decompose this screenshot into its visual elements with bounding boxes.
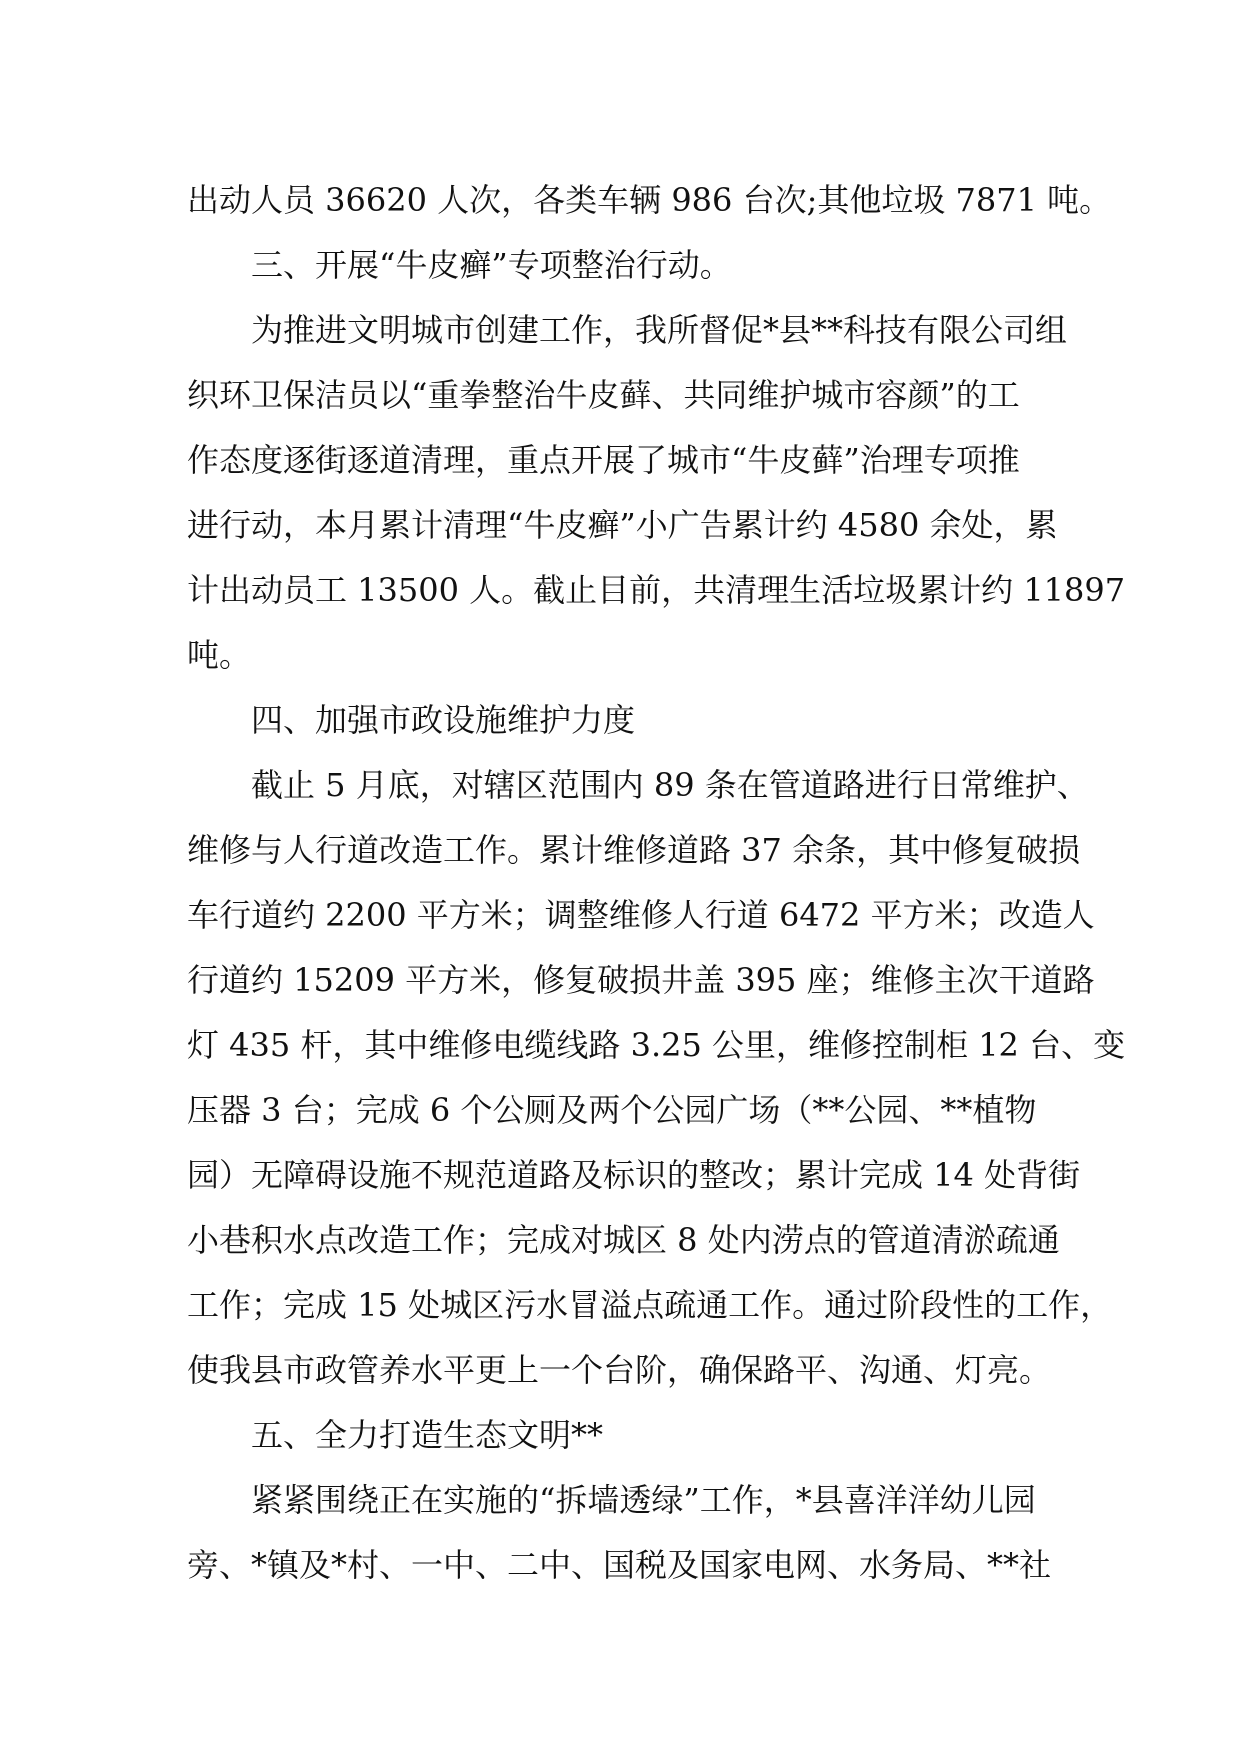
text-line: 行道约 15209 平方米，修复破损井盖 395 座；维修主次干道路: [187, 961, 1095, 999]
text-line: 维修与人行道改造工作。累计维修道路 37 余条，其中修复破损: [187, 831, 1081, 869]
text-line: 车行道约 2200 平方米；调整维修人行道 6472 平方米；改造人: [187, 896, 1095, 934]
text-line: 织环卫保洁员以“重拳整治牛皮藓、共同维护城市容颜”的工: [187, 376, 1020, 414]
text-line: 使我县市政管养水平更上一个台阶，确保路平、沟通、灯亮。: [187, 1351, 1052, 1389]
text-line: 计出动员工 13500 人。截止目前，共清理生活垃圾累计约 11897: [187, 571, 1126, 609]
text-line: 园）无障碍设施不规范道路及标识的整改；累计完成 14 处背街: [187, 1156, 1081, 1194]
text-line: 旁、*镇及*村、一中、二中、国税及国家电网、水务局、**社: [187, 1546, 1052, 1584]
section-heading: 五、全力打造生态文明**: [251, 1416, 604, 1454]
text-line: 进行动，本月累计清理“牛皮癣”小广告累计约 4580 余处，累: [187, 506, 1058, 544]
text-line: 出动人员 36620 人次，各类车辆 986 台次;其他垃圾 7871 吨。: [187, 181, 1112, 219]
text-line: 灯 435 杆，其中维修电缆线路 3.25 公里，维修控制柜 12 台、变: [187, 1026, 1126, 1064]
text-line: 截止 5 月底，对辖区范围内 89 条在管道路进行日常维护、: [251, 766, 1089, 804]
text-line: 工作；完成 15 处城区污水冒溢点疏通工作。通过阶段性的工作，: [187, 1286, 1113, 1324]
text-line: 作态度逐街逐道清理，重点开展了城市“牛皮藓”治理专项推: [187, 441, 1020, 479]
section-heading: 三、开展“牛皮癣”专项整治行动。: [251, 246, 732, 284]
section-heading: 四、加强市政设施维护力度: [251, 701, 636, 739]
text-line: 压器 3 台；完成 6 个公厕及两个公园广场（**公园、**植物: [187, 1091, 1037, 1129]
text-line: 小巷积水点改造工作；完成对城区 8 处内涝点的管道清淤疏通: [187, 1221, 1060, 1259]
text-line: 为推进文明城市创建工作，我所督促*县**科技有限公司组: [251, 311, 1068, 349]
document-body: [187, 168, 1126, 1598]
text-line: 吨。: [187, 636, 252, 674]
text-line: 紧紧围绕正在实施的“拆墙透绿”工作，*县喜洋洋幼儿园: [251, 1481, 1036, 1519]
